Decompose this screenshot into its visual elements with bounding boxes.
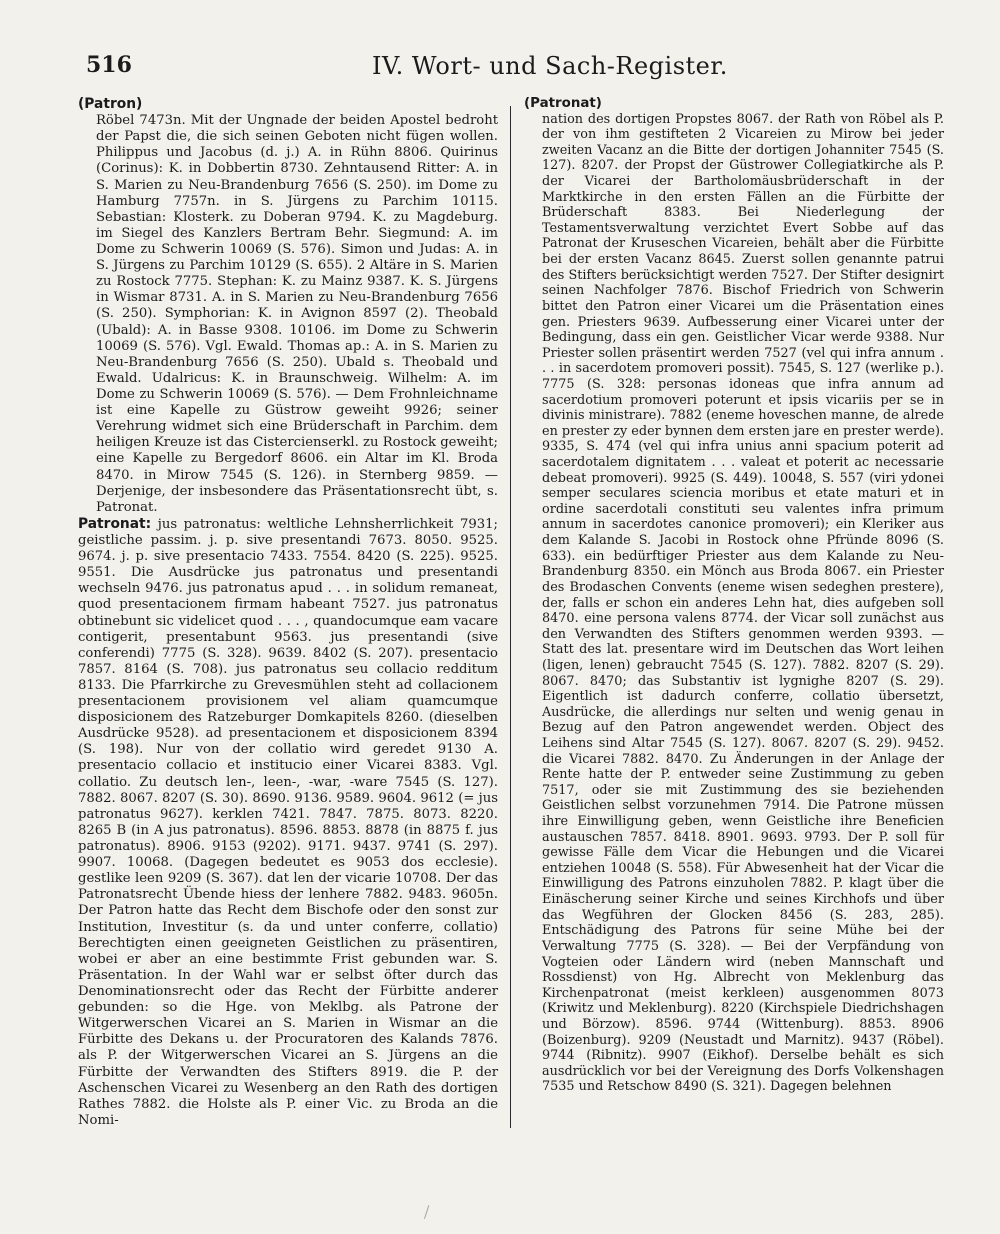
entry-text-patronat-continued: nation des dortigen Propstes 8067. der Rath von Röbel als P. der von ihm gestifteten 2 Vicareien zu Mirow bei jeder zweiten Vacanz an die Bitte der dortigen Johanniter 7545 (S. 127). 8207. der Propst der Güstrower Collegiatkirche als P. der Vicarei der Bartholomäusbrüderschaft in der Marktkirche in den ersten Fällen an die Fürbitte der Brüderschaft 8383. Bei Niederlegung der Testamentsverwaltung verzichtet Evert Sobbe auf das Patronat der Kruseschen Vicareien, behält aber die Fürbitte bei der ersten Vacanz 8645. Zuerst sollen genannte patrui des Stifters berücksichtigt werden 7527. Der Stifter designirt seinen Nachfolger 7876. Bischof Friedrich von Schwerin bittet den Patron einer Vicarei um die Präsentation eines gen. Priesters 9639. Aufbesserung einer Vicarei unter der Bedingung, dass ein gen. Geistlicher Vicar werde 9388. Nur Priester sollen präsentirt werden 7527 (vel qui infra annum . . . in sacerdotem promoveri possit). 7545, S. 127 (werlike p.). 7775 (S. 328: personas idoneas que infra annum ad sacerdotium promoveri poterunt et ipsis vicariis per se in divinis ministrare). 7882 (eneme hoveschen manne, de alrede en prester zy eder bynnen dem ersten jare en prester werde). 9335, S. 474 (vel qui infra unius anni spacium poterit ad sacerdotalem dignitatem . . . valeat et poterit ac necessarie debeat promoveri). 9925 (S. 449). 10048, S. 557 (viri ydonei semper seculares sciencia moribus et etate maturi et in ordine sacerdotali constituti seu valentes infra primum annum in sacerdotes canonice promoveri); ein Kleriker aus dem Kalande S. Jacobi in Rostock ohne Pfründe 8096 (S. 633). ein bedürftiger Priester aus dem Kalande zu Neu-Brandenburg 8350. ein Mönch aus Broda 8067. ein Priester des Brodaschen Convents (eneme wisen sedeghen prestere), der, falls er schon ein anderes Lehn hat, dies aufgeben soll 8470. eine persona valens 8774. der Vicar soll zunächst aus den Verwandten des Stifters genommen werden 9393. — Statt des lat. presentare wird im Deutschen das Wort leihen (ligen, lenen) gebraucht 7545 (S. 127). 7882. 8207 (S. 29). 8067. 8470; das Substantiv ist lygnighe 8207 (S. 29). Eigentlich ist dadurch conferre, collatio übersetzt, Ausdrücke, die allerdings nur selten und wenig genau in Bezug auf den Patron angewendet werden. Object des Leihens sind Altar 7545 (S. 127). 8067. 8207 (S. 29). 9452. die Vicarei 7882. 8470. Zu Änderungen in der Anlage der Rente hatte der P. entweder seine Zustimmung zu geben 7517, oder sie mit Zustimmung des sie beziehenden Geistlichen selbst vorzunehmen 7914. Die Patrone müssen ihre Einwilligung geben, wenn Geistliche ihre Beneficien austauschen 7857. 8418. 8901. 9693. 9793. Der P. soll für gewisse Fälle dem Vicar die Hebungen und die Vicarei entziehen 10048 (S. 558). Für Abwesenheit hat der Vicar die Einwilligung des Patrons einzuholen 7882. P. klagt über die Einäscherung seiner Kirche und seines Kirchhofs und über das Wegführen der Glocken 8456 (S. 283, 285). Entschädigung des Patrons für seine Mühe bei der Verwaltung 7775 (S. 328). — Bei der Verpfändung von Vogteien oder Ländern wird (neben Mannschaft und Rossdienst) von Hg. Albrecht von Meklenburg das Kirchenpatronat (meist kerkleen) ausgenommen 8073 (Kriwitz und Meklenburg). 8220 (Kirchspiele Diedrichshagen und Börzow). 8596. 9744 (Wittenburg). 8853. 8906 (Boizenburg). 9209 (Neustadt und Marnitz). 9437 (Röbel). 9744 (Ribnitz). 9907 (Eikhof). Derselbe behält es sich ausdrücklich vor bei der Vereignung des Dorfs Volkenshagen 7535 und Retschow 8490 (S. 321). Dagegen belehnen: [542, 111, 944, 1095]
page-number: 516: [86, 52, 132, 78]
entry-patronat: [78, 516, 498, 1129]
left-column: [78, 96, 498, 1129]
column-divider: [510, 106, 511, 1128]
entry-patronat-continued: [524, 96, 944, 1095]
entry-head-patron: (Patron): [78, 96, 143, 112]
entry-patron-continued: [78, 96, 498, 516]
entry-head-patronat-continued: (Patronat): [524, 96, 602, 111]
entry-head-patronat: Patronat:: [78, 515, 152, 532]
page-mark: [424, 1205, 435, 1220]
right-column: [524, 96, 944, 1095]
entry-text-patronat: jus patronatus: weltliche Lehnsherrlichkeit 7931; geistliche passim. j. p. sive presentandi 7673. 8050. 9525. 9674. j. p. sive presentacio 7433. 7554. 8420 (S. 225). 9525. 9551. Die Ausdrücke jus patronatus und presentandi wechseln 9476. jus patronatus apud . . . in solidum remaneat, quod presentacionem firmam habeant 7527. jus patronatus obtinebunt sic videlicet quod . . . , quandocumque eam vacare contigerit, presentabunt 9563. jus presentandi (sive conferendi) 7775 (S. 328). 9639. 8402 (S. 207). presentacio 7857. 8164 (S. 708). jus patronatus seu collacio redditum 8133. Die Pfarrkirche zu Grevesmühlen steht ad collacionem presentacionem provisionem vel aliam quamcumque disposicionem des Ratzeburger Domkapitels 8260. (dieselben Ausdrücke 9528). ad presentacionem et disposicionem 8394 (S. 198). Nur von der collatio wird geredet 9130 A. presentacio collacio et institucio einer Vicarei 8383. Vgl. collatio. Zu deutsch len-, leen-, -war, -ware 7545 (S. 127). 7882. 8067. 8207 (S. 30). 8690. 9136. 9589. 9604. 9612 (= jus patronatus 9627). kerklen 7421. 7847. 7875. 8073. 8220. 8265 B (in A jus patronatus). 8596. 8853. 8878 (in 8875 f. jus patronatus). 8906. 9153 (9202). 9171. 9437. 9741 (S. 297). 9907. 10068. (Dagegen bedeutet es 9053 dos ecclesie). gestlike leen 9209 (S. 367). dat len der vicarie 10708. Der das Patronatsrecht Übende hiess der lenhere 7882. 9483. 9605n. Der Patron hatte das Recht dem Bischofe oder den sonst zur Institution, Investitur (s. da und unter conferre, collatio) Berechtigten einen geeigneten Geistlichen zu präsentiren, wobei er aber an eine bestimmte Frist gebunden war. S. Präsentation. In der Wahl war er selbst öfter durch das Denominationsrecht oder das Recht der Fürbitte anderer gebunden: so die Hge. von Meklbg. als Patrone der Witgerwerschen Vicarei an S. Marien in Wismar an die Fürbitte des Dekans u. der Procuratoren des Kalands 7876. als P. der Witgerwerschen Vicarei an S. Jürgens an die Fürbitte der Verwandten des Stifters 8919. die P. der Aschenschen Vicarei zu Wesenberg an den Rath des dortigen Rathes 7882. die Holste als P. einer Vic. zu Broda an die Nomi-: [78, 516, 499, 1128]
page-header: [0, 0, 1000, 90]
running-title: IV. Wort- und Sach-Register.: [372, 52, 728, 80]
entry-text-patron: Röbel 7473n. Mit der Ungnade der beiden Apostel bedroht der Papst die, die sich seinen Geboten nicht fügen wollen. Philippus und Jacobus (d. j.) A. in Rühn 8806. Quirinus (Corinus): K. in Dobbertin 8730. Zehntausend Ritter: A. in S. Marien zu Neu-Brandenburg 7656 (S. 250). im Dome zu Hamburg 7757n. in S. Jürgens zu Parchim 10115. Sebastian: Klosterk. zu Doberan 9794. K. zu Magdeburg. im Siegel des Kanzlers Bertram Behr. Siegmund: A. im Dome zu Schwerin 10069 (S. 576). Simon und Judas: A. in S. Jürgens zu Parchim 10129 (S. 655). 2 Altäre in S. Marien zu Rostock 7775. Stephan: K. zu Mainz 9387. K. S. Jürgens in Wismar 8731. A. in S. Marien zu Neu-Brandenburg 7656 (S. 250). Symphorian: K. in Avignon 8597 (2). Theobald (Ubald): A. in Basse 9308. 10106. im Dome zu Schwerin 10069 (S. 576). Vgl. Ewald. Thomas ap.: A. in S. Marien zu Neu-Brandenburg 7656 (S. 250). Ubald s. Theobald und Ewald. Udalricus: K. in Braunschweig. Wilhelm: A. im Dome zu Schwerin 10069 (S. 576). — Dem Frohnleichname ist eine Kapelle zu Güstrow geweiht 9926; seiner Verehrung widmet sich eine Brüderschaft in Parchim. dem heiligen Kreuze ist das Cistercienserkl. zu Rostock geweiht; eine Kapelle zu Bergedorf 8606. ein Altar im Kl. Broda 8470. in Mirow 7545 (S. 126). in Sternberg 9859. — Derjenige, der insbesondere das Präsentationsrecht übt, s. Patronat.: [96, 113, 498, 515]
